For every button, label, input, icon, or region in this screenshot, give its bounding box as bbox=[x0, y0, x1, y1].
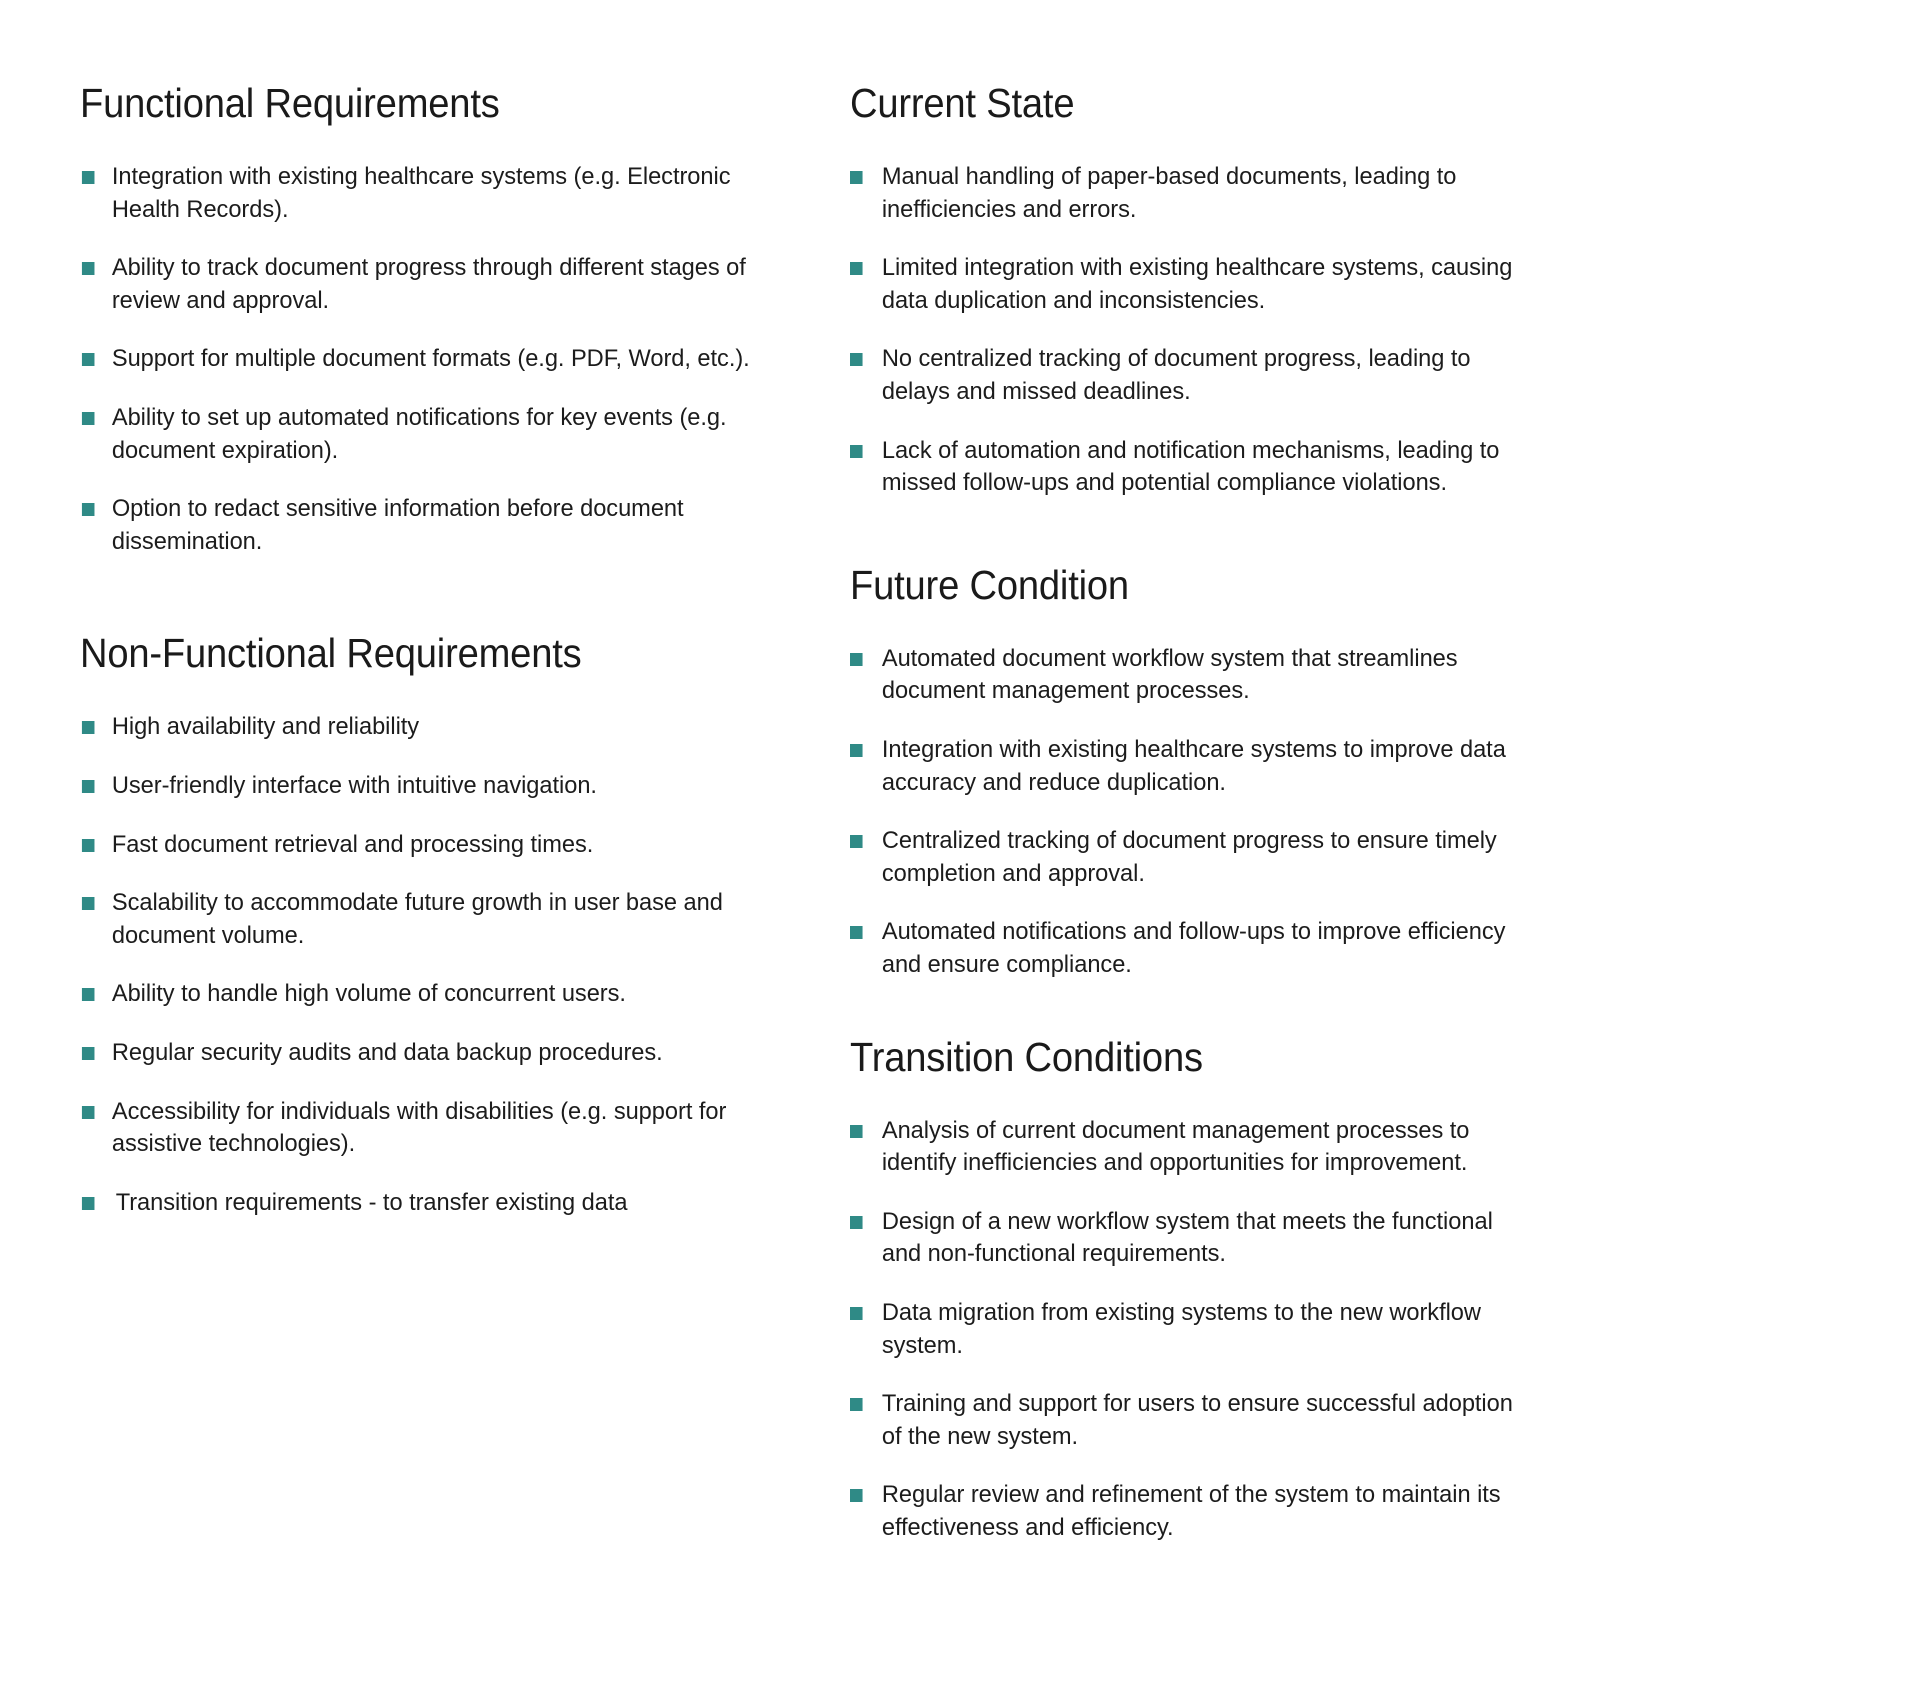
list-item bbox=[850, 1479, 1535, 1544]
left-column bbox=[80, 80, 790, 1665]
square-bullet-icon bbox=[850, 744, 863, 757]
bullet-list-non-functional-requirements bbox=[80, 711, 790, 1219]
list-item bbox=[80, 161, 765, 226]
list-item-text: Option to redact sensitive information before document dissemination. bbox=[111, 495, 684, 555]
list-item-text: Automated notifications and follow-ups to improve efficiency and ensure compliance. bbox=[881, 918, 1506, 978]
list-item bbox=[80, 1187, 765, 1220]
section-title-functional-requirements: Functional Requirements bbox=[80, 80, 500, 126]
list-item-text: Centralized tracking of document progress to ensure timely completion and approval. bbox=[881, 827, 1497, 887]
section-spacer bbox=[850, 982, 1560, 1034]
list-item bbox=[850, 1206, 1535, 1271]
list-item-text: Design of a new workflow system that meets the functional and non-functional requirements. bbox=[881, 1207, 1493, 1268]
list-item bbox=[80, 829, 765, 862]
square-bullet-icon bbox=[850, 445, 863, 458]
list-item-text: Regular review and refinement of the system to maintain its effectiveness and efficiency. bbox=[881, 1481, 1501, 1541]
list-item bbox=[80, 402, 765, 467]
square-bullet-icon bbox=[82, 780, 95, 793]
list-item bbox=[850, 435, 1535, 500]
list-item bbox=[850, 343, 1535, 408]
list-item-text: Support for multiple document formats (e.g. PDF, Word, etc.). bbox=[111, 345, 750, 373]
list-item-text: Training and support for users to ensure successful adoption of the new system. bbox=[881, 1390, 1513, 1450]
list-item-text: Lack of automation and notification mechanisms, leading to missed follow-ups and potential compliance violations. bbox=[881, 436, 1500, 497]
square-bullet-icon bbox=[82, 503, 95, 516]
section-title-transition-conditions: Transition Conditions bbox=[850, 1033, 1203, 1080]
square-bullet-icon bbox=[850, 1307, 863, 1320]
square-bullet-icon bbox=[850, 926, 863, 939]
list-item bbox=[80, 252, 765, 317]
list-item bbox=[850, 916, 1535, 981]
square-bullet-icon bbox=[850, 835, 863, 848]
square-bullet-icon bbox=[82, 412, 95, 425]
section-title-non-functional-requirements: Non-Functional Requirements bbox=[80, 630, 582, 677]
square-bullet-icon bbox=[850, 1216, 863, 1229]
square-bullet-icon bbox=[82, 721, 95, 734]
list-item-text: Data migration from existing systems to the new workflow system. bbox=[881, 1298, 1481, 1359]
square-bullet-icon bbox=[850, 1398, 863, 1411]
square-bullet-icon bbox=[82, 1047, 95, 1060]
square-bullet-icon bbox=[82, 897, 95, 910]
list-item-text: Fast document retrieval and processing times. bbox=[111, 830, 594, 858]
section-spacer bbox=[80, 558, 790, 630]
square-bullet-icon bbox=[850, 171, 863, 184]
list-item bbox=[80, 711, 765, 744]
list-item bbox=[80, 1096, 765, 1161]
square-bullet-icon bbox=[850, 262, 863, 275]
section-transition-conditions bbox=[850, 1034, 1560, 1545]
list-item bbox=[850, 643, 1535, 708]
list-item bbox=[80, 887, 765, 952]
list-item bbox=[850, 734, 1535, 799]
list-item bbox=[80, 493, 765, 558]
square-bullet-icon bbox=[82, 353, 95, 366]
section-future-condition bbox=[850, 562, 1560, 982]
square-bullet-icon bbox=[850, 353, 863, 366]
list-item bbox=[850, 1115, 1535, 1180]
square-bullet-icon bbox=[82, 988, 95, 1001]
bullet-list-functional-requirements bbox=[80, 161, 790, 558]
bullet-list-future-condition bbox=[850, 643, 1560, 982]
section-current-state bbox=[850, 80, 1560, 500]
square-bullet-icon bbox=[82, 171, 95, 184]
right-column bbox=[850, 80, 1560, 1665]
section-spacer bbox=[850, 500, 1560, 562]
list-item-text: Automated document workflow system that streamlines document management processes. bbox=[881, 644, 1458, 705]
square-bullet-icon bbox=[850, 653, 863, 666]
list-item-text: No centralized tracking of document progress, leading to delays and missed deadlines. bbox=[881, 345, 1471, 406]
list-item-text: Regular security audits and data backup procedures. bbox=[111, 1038, 663, 1066]
list-item-text: Ability to set up automated notifications for key events (e.g. document expiration). bbox=[111, 404, 727, 464]
square-bullet-icon bbox=[850, 1125, 863, 1138]
list-item-text: Transition requirements - to transfer existing data bbox=[115, 1188, 628, 1216]
square-bullet-icon bbox=[82, 1106, 95, 1119]
square-bullet-icon bbox=[82, 262, 95, 275]
list-item-text: High availability and reliability bbox=[111, 713, 420, 741]
section-title-future-condition: Future Condition bbox=[850, 561, 1129, 608]
list-item bbox=[80, 1037, 765, 1070]
list-item-text: User-friendly interface with intuitive navigation. bbox=[111, 772, 597, 800]
bullet-list-current-state bbox=[850, 161, 1560, 500]
section-non-functional-requirements bbox=[80, 630, 790, 1219]
list-item bbox=[850, 252, 1535, 317]
list-item-text: Accessibility for individuals with disabilities (e.g. support for assistive technologies). bbox=[111, 1097, 727, 1158]
list-item-text: Ability to track document progress through different stages of review and approval. bbox=[111, 254, 746, 314]
list-item bbox=[80, 978, 765, 1011]
list-item-text: Analysis of current document management processes to identify inefficiencies and opportunities for improvement. bbox=[881, 1116, 1470, 1177]
list-item-text: Integration with existing healthcare systems to improve data accuracy and reduce duplication. bbox=[881, 736, 1506, 796]
square-bullet-icon bbox=[82, 839, 95, 852]
list-item bbox=[80, 770, 765, 803]
list-item-text: Ability to handle high volume of concurrent users. bbox=[111, 980, 626, 1008]
list-item-text: Manual handling of paper-based documents, leading to inefficiencies and errors. bbox=[881, 163, 1457, 223]
bullet-list-transition-conditions bbox=[850, 1115, 1560, 1545]
section-title-current-state: Current State bbox=[850, 80, 1075, 126]
list-item-text: Limited integration with existing healthcare systems, causing data duplication and inconsistencies. bbox=[881, 254, 1513, 314]
list-item bbox=[850, 1297, 1535, 1362]
list-item bbox=[850, 161, 1535, 226]
list-item-text: Scalability to accommodate future growth in user base and document volume. bbox=[111, 889, 723, 949]
list-item bbox=[850, 1388, 1535, 1453]
square-bullet-icon bbox=[82, 1197, 95, 1210]
list-item bbox=[80, 343, 765, 376]
list-item-text: Integration with existing healthcare systems (e.g. Electronic Health Records). bbox=[111, 163, 731, 223]
section-functional-requirements bbox=[80, 80, 790, 558]
square-bullet-icon bbox=[850, 1489, 863, 1502]
list-item bbox=[850, 825, 1535, 890]
